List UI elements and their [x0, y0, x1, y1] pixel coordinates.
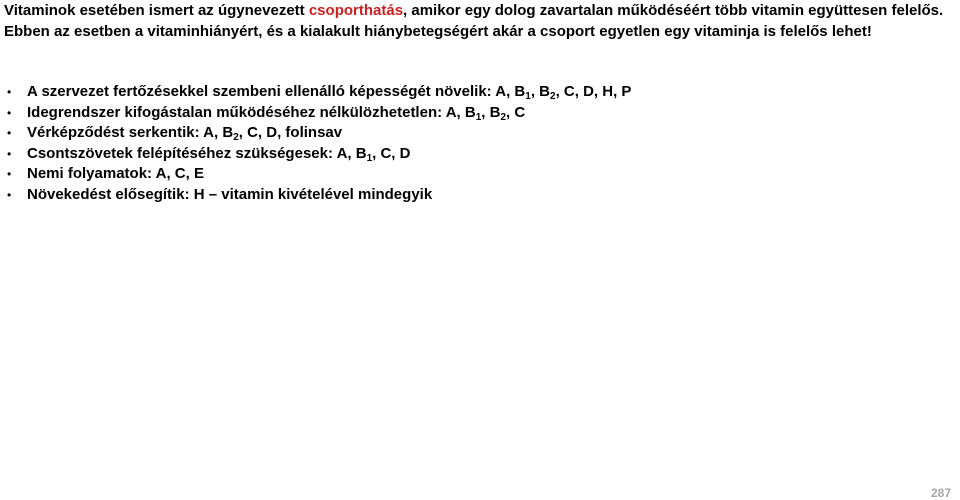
list-item-text: A szervezet fertőzésekkel szembeni ellenálló képességét növelik: A, B: [27, 83, 526, 100]
list-item-text: Csontszövetek felépítéséhez szükségesek: A, B: [27, 144, 367, 162]
bullet-icon: •: [7, 126, 12, 140]
bullet-icon: •: [7, 146, 12, 161]
list-item: [0, 164, 631, 185]
list-item: [0, 144, 631, 165]
intro-paragraph: [4, 0, 960, 42]
list-item: [0, 103, 631, 124]
subscript-text: 2: [500, 111, 507, 123]
list-item: [0, 185, 631, 206]
list-item-text: , C, D, H, P: [555, 83, 632, 100]
intro-highlight-term: csoporthatás: [308, 2, 404, 19]
bullet-icon: •: [7, 167, 12, 181]
list-item: [0, 123, 631, 144]
subscript-text: 2: [550, 91, 556, 102]
list-item-text: Vérképződést serkentik: A, B: [27, 124, 234, 141]
list-item-text: Növekedést elősegítik: H – vitamin kivételével mindegyik: [27, 185, 433, 203]
list-item-text: Nemi folyamatok: A, C, E: [27, 165, 204, 182]
bullet-icon: •: [7, 85, 12, 99]
intro-text-start: Vitaminok esetében ismert az úgynevezett: [4, 2, 309, 19]
intro-text-end: , amikor egy dolog zavartalan működéséért több vitamin együttesen felelős. Ebben az esetben a vitaminhiányért, és a kialakult hiánybetegségért akár a csoport egyetlen egy vitaminja is felelős lehet!: [4, 2, 944, 40]
bullet-icon: •: [7, 105, 12, 120]
subscript-text: 1: [366, 152, 373, 164]
subscript-text: 1: [475, 111, 482, 123]
list-item-text: , C: [506, 103, 526, 121]
list-item-text: , C, D, folinsav: [238, 124, 343, 141]
page-number: 287: [930, 486, 951, 500]
subscript-text: 1: [525, 91, 531, 102]
vitamin-effects-list: [0, 82, 631, 205]
list-item-text: , B: [530, 83, 551, 100]
list-item-text: , C, D: [372, 144, 411, 162]
list-item: [0, 82, 631, 103]
bullet-icon: •: [7, 187, 12, 202]
list-item-text: Idegrendszer kifogástalan működéséhez nélkülözhetetlen: A, B: [27, 103, 476, 121]
subscript-text: 2: [233, 132, 239, 143]
list-item-text: , B: [481, 103, 501, 121]
